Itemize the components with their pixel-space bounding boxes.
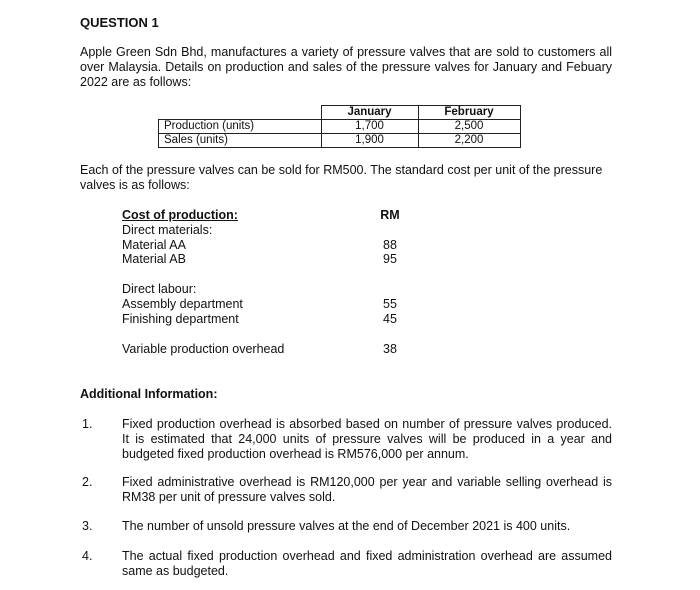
variable-overhead-label: Variable production overhead — [122, 342, 285, 356]
row-label: Production (units) — [159, 120, 322, 134]
row-label: Sales (units) — [159, 134, 322, 148]
direct-materials-label: Direct materials: — [122, 223, 213, 237]
table-header-february: February — [418, 106, 520, 120]
finishing-label: Finishing department — [122, 312, 239, 326]
material-aa-value: 88 — [383, 238, 397, 252]
direct-labour-label: Direct labour: — [122, 282, 197, 296]
additional-info-heading: Additional Information: — [80, 387, 218, 401]
finishing-value: 45 — [383, 312, 397, 326]
production-sales-table — [158, 105, 521, 148]
list-item: Fixed administrative overhead is RM120,000 per year and variable selling overhead is RM38 per unit of pressure valves sold. — [122, 475, 612, 504]
cost-heading: Cost of production: — [122, 208, 238, 222]
list-item-number: 2. — [82, 475, 93, 489]
pricing-paragraph: Each of the pressure valves can be sold for RM500. The standard cost per unit of the pressure valves is as follows: — [80, 163, 603, 192]
material-ab-label: Material AB — [122, 252, 186, 266]
material-aa-label: Material AA — [122, 238, 186, 252]
table-header-row — [159, 106, 521, 120]
variable-overhead-value: 38 — [383, 342, 397, 356]
cell-february: 2,500 — [418, 120, 520, 134]
cell-february: 2,200 — [418, 134, 520, 148]
cell-january: 1,900 — [321, 134, 418, 148]
list-item: The number of unsold pressure valves at the end of December 2021 is 400 units. — [122, 519, 571, 533]
assembly-label: Assembly department — [122, 297, 243, 311]
table-row — [159, 120, 521, 134]
cell-january: 1,700 — [321, 120, 418, 134]
table-header-january: January — [321, 106, 418, 120]
intro-paragraph: Apple Green Sdn Bhd, manufactures a variety of pressure valves that are sold to customers all over Malaysia. Details on production and sales of the pressure valves for January and Febuary 2022 are as follows: — [80, 45, 612, 89]
assembly-value: 55 — [383, 297, 397, 311]
table-header-blank — [159, 106, 322, 120]
list-item-number: 1. — [82, 417, 93, 431]
list-item: Fixed production overhead is absorbed based on number of pressure valves produced. It is estimated that 24,000 units of pressure valves will be produced in a year and budgeted fixed production overhead is RM576,000 per annum. — [122, 417, 612, 461]
list-item-number: 3. — [82, 519, 93, 533]
list-item: The actual fixed production overhead and fixed administration overhead are assumed same as budgeted. — [122, 549, 612, 578]
list-item-number: 4. — [82, 549, 93, 563]
table-row — [159, 134, 521, 148]
question-title: QUESTION 1 — [80, 15, 159, 30]
material-ab-value: 95 — [383, 252, 397, 266]
rm-column-heading: RM — [380, 208, 400, 222]
